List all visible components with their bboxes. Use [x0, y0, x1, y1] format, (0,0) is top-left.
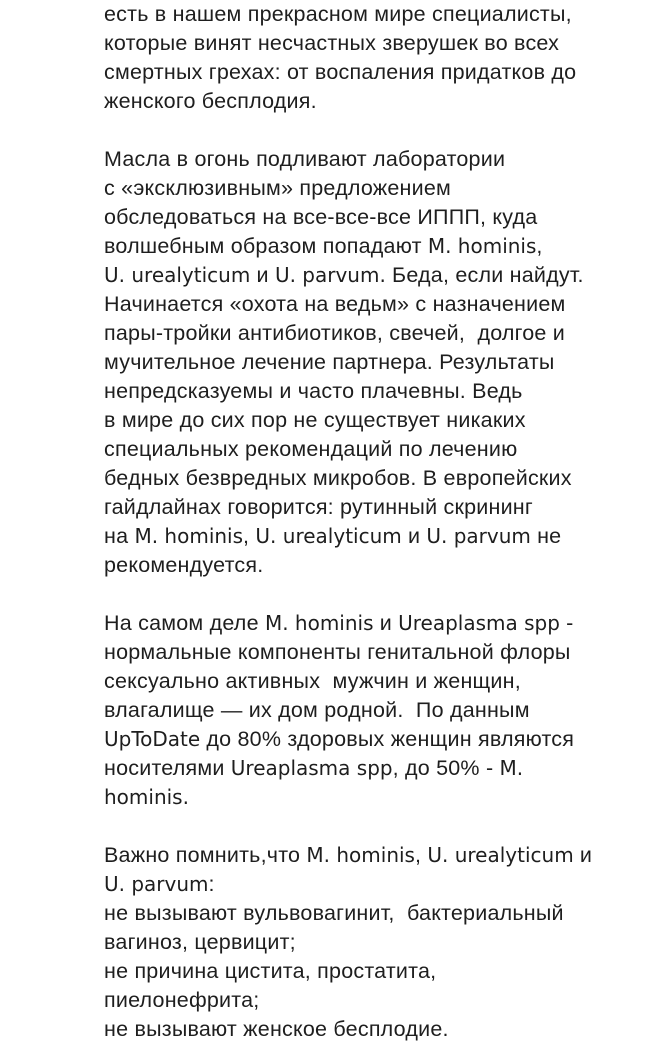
- text-line: которые винят несчастных зверушек во всех: [104, 31, 560, 55]
- text-line: в мире до сих пор не существует никаких: [104, 408, 526, 432]
- text-line: UpToDate до 80% здоровых женщин являются: [104, 727, 575, 751]
- text-line: сексуально активных мужчин и женщин,: [104, 669, 521, 693]
- article-body: [104, 0, 644, 1044]
- text-line: вагиноз, цервицит;: [104, 930, 296, 954]
- text-line: U. parvum:: [104, 872, 215, 896]
- text-line: смертных грехах: от воспаления придатков до: [104, 60, 577, 84]
- text-line: гайдлайнах говорится: рутинный скрининг: [104, 495, 533, 519]
- text-line: Масла в огонь подливают лаборатории: [104, 147, 506, 171]
- text-line: непредсказуемы и часто плачевны. Ведь: [104, 379, 523, 403]
- paragraph: [104, 609, 644, 812]
- text-line: обследоваться на все-все-все ИППП, куда: [104, 205, 538, 229]
- text-line: с «эксклюзивным» предложением: [104, 176, 452, 200]
- text-line: бедных безвредных микробов. В европейских: [104, 466, 572, 490]
- text-line: не причина цистита, простатита,: [104, 959, 437, 983]
- text-line: есть в нашем прекрасном мире специалисты,: [104, 2, 572, 26]
- text-line: Важно помнить,что M. hominis, U. urealyticum и: [104, 843, 593, 867]
- text-line: нормальные компоненты генитальной флоры: [104, 640, 571, 664]
- text-line: Начинается «охота на ведьм» с назначением: [104, 292, 566, 316]
- text-line: не вызывают женское бесплодие.: [104, 1017, 449, 1041]
- paragraph: [104, 145, 644, 580]
- text-line: влагалище — их дом родной. По данным: [104, 698, 530, 722]
- text-line: hominis.: [104, 785, 189, 809]
- text-line: На самом деле M. hominis и Ureaplasma spp -: [104, 611, 574, 635]
- text-line: пары-тройки антибиотиков, свечей, долгое и: [104, 321, 566, 345]
- text-line: волшебным образом попадают M. hominis,: [104, 234, 543, 258]
- text-line: на M. hominis, U. urealyticum и U. parvum не: [104, 524, 562, 548]
- text-line: специальных рекомендаций по лечению: [104, 437, 518, 461]
- text-line: рекомендуется.: [104, 553, 264, 577]
- text-line: пиелонефрита;: [104, 988, 260, 1012]
- text-line: не вызывают вульвовагинит, бактериальный: [104, 901, 564, 925]
- paragraph: [104, 841, 644, 1044]
- text-line: женского бесплодия.: [104, 89, 317, 113]
- text-line: мучительное лечение партнера. Результаты: [104, 350, 555, 374]
- text-line: носителями Ureaplasma spp, до 50% - M.: [104, 756, 524, 780]
- paragraph: [104, 0, 644, 116]
- text-line: U. urealyticum и U. parvum. Беда, если найдут.: [104, 263, 584, 287]
